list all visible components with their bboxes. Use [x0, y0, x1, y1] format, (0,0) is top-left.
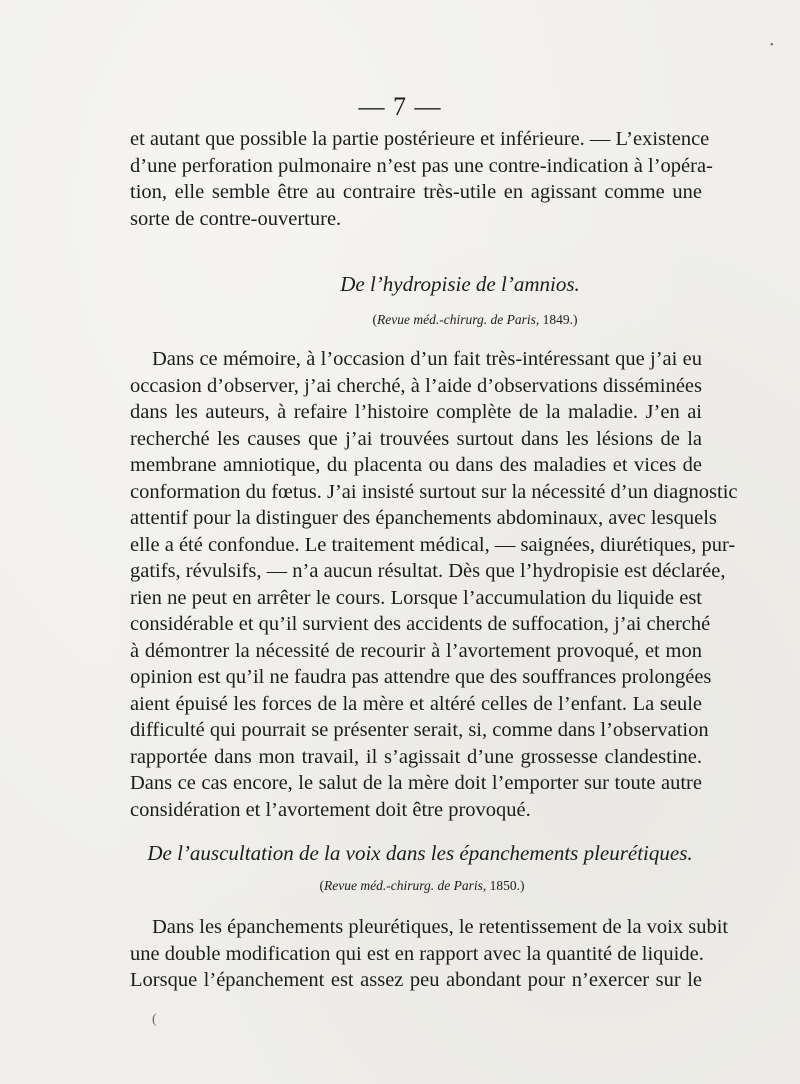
text-line: Dans ce cas encore, le salut de la mère doit l’emporter sur toute autre — [130, 772, 702, 794]
text-line: recherché les causes que j’ai trouvées surtout dans les lésions de la — [130, 427, 702, 450]
section-citation-1849 — [75, 312, 800, 328]
scan-mark-bottom: ( — [152, 1012, 157, 1027]
citation-journal: Revue méd.-chirurg. de Paris, — [377, 312, 540, 327]
text-line: conformation du fœtus. J’ai insisté surtout sur la nécessité d’un diagnostic — [130, 480, 738, 503]
paragraph-auscultation — [130, 914, 729, 994]
citation-year: 1850.) — [489, 878, 525, 893]
paragraph-hydropisie — [130, 346, 738, 823]
text-line: dans les auteurs, à refaire l’histoire complète de la maladie. J’en ai — [130, 401, 702, 423]
text-line: elle a été confondue. Le traitement médical, — saignées, diurétiques, pur- — [130, 533, 736, 556]
text-line: Dans ce mémoire, à l’occasion d’un fait très-intéressant que j’ai eu — [152, 348, 702, 370]
text-line: à démontrer la nécessité de recourir à l’avortement provoqué, et mon — [130, 639, 702, 662]
text-line: considération et l’avortement doit être provoqué. — [130, 798, 531, 821]
section-heading-auscultation: De l’auscultation de la voix dans les épanchements pleurétiques. — [147, 841, 693, 865]
text-line: membrane amniotique, du placenta ou dans des maladies et vices de — [130, 454, 702, 476]
paragraph-continuation — [130, 126, 713, 232]
citation-open: ( — [372, 312, 378, 327]
section-citation-1850 — [22, 878, 800, 894]
text-line: tion, elle semble être au contraire très-utile en agissant comme une — [130, 181, 702, 203]
text-line: aient épuisé les forces de la mère et altéré celles de l’enfant. La seule — [130, 692, 702, 715]
citation-journal: Revue méd.-chirurg. de Paris, — [324, 878, 487, 893]
text-line: sorte de contre-ouverture. — [130, 207, 342, 230]
text-line: Dans les épanchements pleurétiques, le retentissement de la voix subit — [152, 916, 729, 938]
text-line: d’une perforation pulmonaire n’est pas une contre-indication à l’opéra- — [130, 154, 713, 177]
citation-open: ( — [319, 878, 325, 893]
citation-year: 1849.) — [542, 312, 578, 327]
text-line: opinion est qu’il ne faudra pas attendre que des souffrances prolongées — [130, 666, 712, 688]
text-line: occasion d’observer, j’ai cherché, à l’aide d’observations disséminées — [130, 374, 702, 397]
page-number: — 7 — — [358, 92, 442, 121]
scan-mark-corner: • — [770, 40, 774, 51]
text-line: une double modification qui est en rapport avec la quantité de liquide. — [130, 942, 704, 965]
text-line: gatifs, révulsifs, — n’a aucun résultat. Dès que l’hydropisie est déclarée, — [130, 560, 726, 582]
text-line: Lorsque l’épanchement est assez peu abondant pour n’exercer sur le — [130, 969, 702, 991]
section-heading-hydropisie: De l’hydropisie de l’amnios. — [340, 272, 580, 296]
text-line: et autant que possible la partie postérieure et inférieure. — L’existence — [130, 128, 710, 150]
text-line: rapportée dans mon travail, il s’agissait d’une grossesse clandestine. — [130, 745, 702, 768]
text-line: considérable et qu’il survient des accidents de suffocation, j’ai cherché — [130, 613, 711, 635]
text-line: rien ne peut en arrêter le cours. Lorsque l’accumulation du liquide est — [130, 586, 702, 609]
text-line: attentif pour la distinguer des épanchements abdominaux, avec lesquels — [130, 507, 717, 529]
text-line: difficulté qui pourrait se présenter serait, si, comme dans l’observation — [130, 719, 709, 741]
